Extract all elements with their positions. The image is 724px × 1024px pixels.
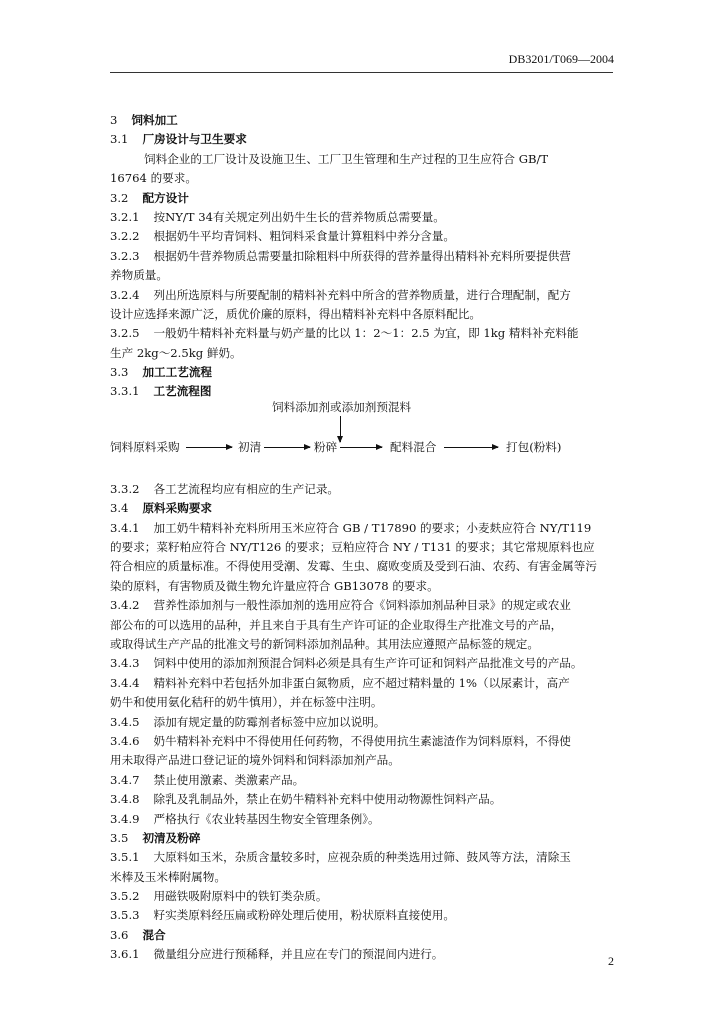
- clause: 3.4.3 饲料中使用的添加剂预混合饲料必须是具有生产许可证和饲料产品批准文号的产品。: [110, 656, 583, 671]
- section-heading: 3.2 配方设计: [110, 190, 189, 205]
- document-body: [110, 111, 622, 965]
- flow-premix-label: 饲料添加剂或添加剂预混料: [272, 399, 412, 414]
- clause-continuation: 米棒及玉米棒附属物。: [110, 869, 226, 884]
- flow-step-cleaning: 初清: [238, 439, 262, 454]
- section-heading: 3.4 原料采购要求: [110, 501, 213, 516]
- section-heading: 3 饲料加工: [110, 113, 178, 127]
- section-heading: 3.3 加工工艺流程: [110, 365, 213, 380]
- clause: 3.4.4 精料补充料中若包括外加非蛋白氮物质，应不超过精料量的 1%（以尿素计，高产: [110, 675, 570, 690]
- section-heading: 3.1 厂房设计与卫生要求: [110, 132, 247, 147]
- clause: 3.2.1 按NY/T 34有关规定列出奶牛生长的营养物质总需要量。: [110, 209, 445, 224]
- clause-continuation: 染的原料，有害物质及微生物允许量应符合 GB13078 的要求。: [110, 578, 439, 593]
- clause: 3.5.1 大原料如玉米，杂质含量较多时，应视杂质的种类选用过筛、鼓风等方法，清除玉: [110, 850, 571, 865]
- clause-continuation: 用未取得产品进口登记证的境外饲料和饲料添加剂产品。: [110, 753, 400, 768]
- clause: 3.2.3 根据奶牛营养物质总需要量扣除粗料中所获得的营养量得出精料补充料所要提供营: [110, 248, 571, 263]
- section-heading: 3.3.1 工艺流程图: [110, 384, 212, 399]
- clause-continuation: 奶牛和使用氨化秸秆的奶牛慎用），并在标签中注明。: [110, 695, 383, 710]
- flow-step-purchase: 饲料原料采购: [110, 439, 180, 454]
- clause-continuation: 设计应选择来源广泛，质优价廉的原料，得出精料补充料中各原料配比。: [110, 306, 482, 321]
- clause-continuation: 养物质量。: [110, 268, 168, 283]
- clause: 3.5.2 用磁铁吸附原料中的铁钉类杂质。: [110, 889, 328, 904]
- clause-continuation: 部公布的可以选用的品种，并且来自于具有生产许可证的企业取得生产批准文号的产品，: [110, 617, 563, 632]
- section-heading: 3.5 初清及粉碎: [110, 830, 201, 845]
- clause-continuation: 的要求；菜籽粕应符合 NY/T126 的要求；豆粕应符合 NY / T131 的要求；其它常规原料也应: [110, 540, 595, 555]
- flow-arrow: [264, 447, 310, 448]
- clause: 3.4.8 除乳及乳制品外，禁止在奶牛精料补充料中使用动物源性饲料产品。: [110, 792, 502, 807]
- flow-step-mixing: 配料混合: [390, 439, 437, 454]
- flow-arrow: [444, 447, 498, 448]
- flow-arrow: [340, 447, 382, 448]
- clause: 3.4.9 严格执行《农业转基因生物安全管理条例》。: [110, 811, 380, 826]
- document-code: DB3201/T069—2004: [508, 52, 614, 66]
- flow-step-grinding: 粉碎: [314, 439, 338, 454]
- flow-arrow: [186, 447, 232, 448]
- clause-continuation: 或取得试生产产品的批准文号的新饲料添加剂品种。其用法应遵照产品标签的规定。: [110, 636, 539, 651]
- flow-down-arrow: [340, 416, 341, 442]
- clause-continuation: 生产 2kg～2.5kg 鲜奶。: [110, 345, 242, 360]
- clause: 3.6.1 微量组分应进行预稀释，并且应在专门的预混间内进行。: [110, 947, 444, 962]
- clause: 3.3.2 各工艺流程均应有相应的生产记录。: [110, 481, 340, 496]
- clause: 3.4.1 加工奶牛精料补充料所用玉米应符合 GB / T17890 的要求；小麦麸应符合 NY/T119: [110, 520, 592, 535]
- paragraph-line: 饲料企业的工厂设计及设施卫生、工厂卫生管理和生产过程的卫生应符合 GB/T: [144, 151, 549, 166]
- clause: 3.4.2 营养性添加剂与一般性添加剂的选用应符合《饲料添加剂品种目录》的规定或农业: [110, 598, 571, 613]
- clause: 3.4.7 禁止使用激素、类激素产品。: [110, 772, 305, 787]
- clause: 3.4.6 奶牛精料补充料中不得使用任何药物，不得使用抗生素滤渣作为饲料原料，不得使: [110, 733, 571, 748]
- clause-continuation: 符合相应的质量标准。不得使用受潮、发霉、生虫、腐败变质及受到石油、农药、有害金属等污: [110, 559, 597, 574]
- paragraph-line: 16764 的要求。: [110, 171, 197, 186]
- clause: 3.2.2 根据奶牛平均青饲料、粗饲料采食量计算粗料中养分含量。: [110, 229, 455, 244]
- section-heading: 3.6 混合: [110, 927, 166, 942]
- clause: 3.5.3 籽实类原料经压扁或粉碎处理后使用，粉状原料直接使用。: [110, 908, 455, 923]
- header-rule: [110, 72, 613, 73]
- clause: 3.2.5 一般奶牛精料补充料量与奶产量的比以 1：2～1：2.5 为宜，即 1kg 精料补充料能: [110, 326, 579, 341]
- clause: 3.4.5 添加有规定量的防霉剂者标签中应加以说明。: [110, 714, 386, 729]
- flow-step-packing: 打包(粉料): [506, 439, 562, 454]
- clause: 3.2.4 列出所选原料与所要配制的精料补充料中所含的营养物质量，进行合理配制，配方: [110, 287, 571, 302]
- process-flow-diagram: [110, 399, 622, 480]
- page-number: 2: [608, 954, 614, 968]
